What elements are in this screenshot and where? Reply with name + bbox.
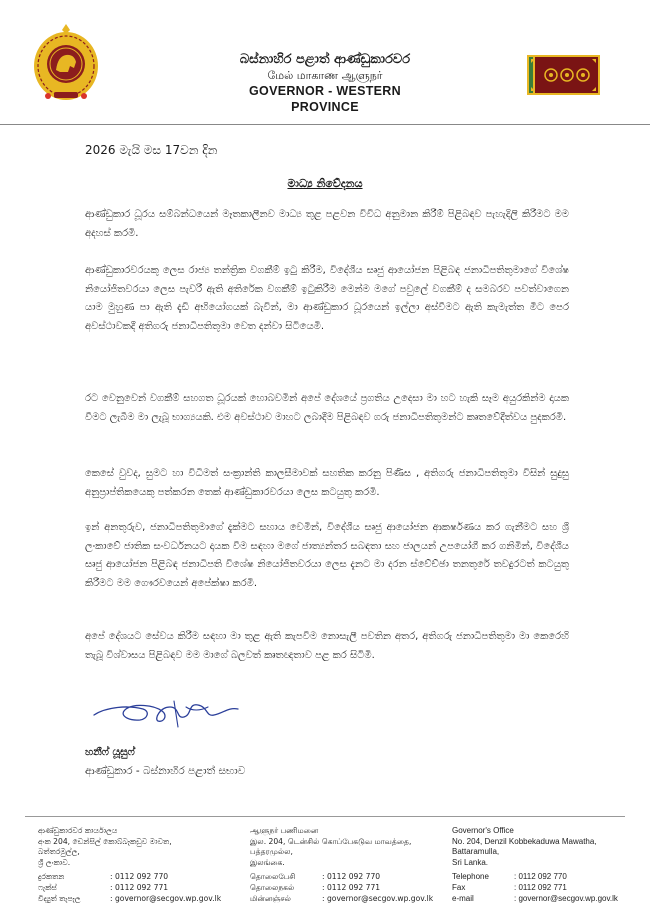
paragraph-1: ආණ්ඩුකාර ධූරය සම්බන්ධයෙන් මෑතකාලීනව මාධ්‍ය තුළ පළවන විවිධ අනුමාන කිරීම් පිළිබඳව පැහැදිලි කිරීමට මම අදහස් කරමි. (85, 209, 569, 239)
header-divider (0, 124, 650, 125)
footer-email-row (250, 894, 433, 905)
address-line: இலங்கை. (250, 857, 285, 867)
email-label: e-mail (452, 893, 474, 903)
address-line: අංක 204, ඩෙන්සිල් කොබ්බෑකඩුව මාවත, (38, 836, 172, 846)
paragraph-5: ඉන් අනතුරුව, ජනාධිපතිතුමාගේ දැක්මට සහාය වෙමින්, විදේශීය සෘජු ආයෝජන ආකර්ෂණය කර ගැනීමට සහ ශ්‍රී ලංකාවේ ජාතික සංවර්ධනයට දායක වීම සඳහා මගේ ජාත්‍යන්තර සබඳතා සහ ජාලයන් උපයෝගී කර ගනිමින්, විදේශීය සෘජු ආයෝජන පිළිබඳ ජනාධිපති විශේෂ නියෝජිතවරයා ලෙස දැනට මා දරන ස්වේච්ඡා තනතුරේ තවදුරටත් කටයුතු කිරීමට මම ගෞරවයෙන් අපේක්ෂා කරමි. (85, 522, 569, 589)
email-value: : governor@secgov.wp.gov.lk (110, 893, 222, 903)
footer-sinhala (38, 826, 221, 904)
footer-telephone-row (452, 872, 618, 883)
footer-address-english (452, 837, 618, 869)
signer-name: හනීෆ් යූසුෆ් (85, 746, 135, 758)
paragraph-4: කෙසේ වුවද, සුමට හා විධිමත් සංක්‍රාන්ති කාලසීමාවක් සහතික කරනු පිණිස , අතිගරු ජනාධිපතිතුමා විසින් සුදුසු අනුප්‍රාප්තිකයෙකු පත්කරන තෙක් ආණ්ඩුකාරවරයා ලෙස කටයුතු කරමි. (85, 468, 569, 498)
org-name-english: GOVERNOR - WESTERN PROVINCE (249, 84, 401, 114)
fax-value: : 0112 092 771 (110, 882, 169, 892)
address-line: ශ්‍රී ලංකාව. (38, 857, 71, 867)
footer-address-sinhala (38, 837, 221, 869)
telephone-label: தொலைபேசி (250, 872, 296, 882)
address-line: பத்தரமுல்ல, (250, 847, 293, 857)
fax-label: தொலைநகல் (250, 882, 295, 892)
footer-telephone-row (250, 872, 433, 883)
address-line: Sri Lanka. (452, 857, 489, 867)
telephone-value: : 0112 092 770 (110, 872, 169, 882)
email-label: மின்னஞ்சல் (250, 893, 291, 903)
org-name-tamil: மேல் மாகாண ஆளுநர் (267, 69, 383, 82)
signer-title: ආණ්ඩුකාර - බස්නාහිර පළාත් සභාව (85, 765, 246, 777)
paragraph-3: රට වෙනුවෙන් වගකීම් සහගත ධූරයක් හොබවමින් අපේ දේශයේ ප්‍රගතිය උදෙසා මා හට හැකි සෑම අයුරකින්ම දායක වීමට ලැබීම මා ලැබූ භාග්‍යයකි. එම අවස්ථාව මාහට ලබාදීම පිළිබඳව ගරු ජනාධිපතිතුමන්ට කෘතවේදීත්වය පුදකරමි. (85, 393, 569, 423)
address-line: Battaramulla, (452, 847, 500, 857)
western-province-flag-icon (527, 55, 600, 95)
telephone-value: : 0112 092 770 (322, 872, 381, 882)
fax-label: ෆැක්ස් (38, 882, 57, 892)
document-date: 2026 මැයි මස 17වන දින (85, 143, 218, 157)
footer-fax-row (38, 883, 221, 894)
telephone-label: Telephone (452, 872, 489, 882)
footer-divider (25, 816, 625, 817)
footer-office-english: Governor's Office (452, 826, 514, 835)
address-line: இல. 204, டென்சில் கொப்பேகடுவ மாவத்தை, (250, 836, 412, 846)
email-value: : governor@secgov.wp.gov.lk (322, 893, 434, 903)
footer-fax-row (250, 883, 433, 894)
fax-value: : 0112 092 771 (514, 882, 567, 892)
fax-value: : 0112 092 771 (322, 882, 381, 892)
footer-tamil (250, 826, 433, 904)
fax-label: Fax (452, 882, 466, 892)
document-title (0, 177, 650, 191)
email-value: : governor@secgov.wp.gov.lk (514, 893, 618, 903)
handwritten-signature-icon (88, 693, 248, 733)
footer-email-row (38, 894, 221, 905)
address-line: බත්තරමුල්ල, (38, 847, 80, 857)
address-line: No. 204, Denzil Kobbekaduwa Mawatha, (452, 836, 597, 846)
paragraph-2: ආණ්ඩුකාරවරයකු ලෙස රාජ්‍ය තන්ත්‍රික වගකීම් ඉටු කිරීම, විදේශීය සෘජු ආයෝජන පිළිබඳ ජනාධිපතිතුමාගේ විශේෂ නියෝජිතවරයා ලෙස පැවරී ඇති අතිරේක වගකීම් ඉටුකිරීම මෙන්ම මගේ පවුලේ වගකීම් ද සමබරව පවත්වාගෙන යාම මුහුණ පා ඇති දැඩි අභියෝගයක් බැවින්, මා ආණ්ඩුකාර ධූරයෙන් ඉල්ලා අස්වීමට ඇති කැමැත්ත මීට පෙර අවස්ථාවකදී අතිගරු ජනාධිපතිතුමා වෙත දන්වා සිටියෙමි. (85, 265, 569, 332)
footer-fax-row (452, 883, 618, 894)
footer-english (452, 826, 618, 904)
letterhead (0, 0, 650, 125)
footer-office-tamil: ஆளுநர் பணிமனை (250, 826, 319, 835)
sri-lanka-emblem-icon (30, 22, 102, 104)
footer-telephone-row (38, 872, 221, 883)
org-name-sinhala: බස්නාහිර පළාත් ආණ්ඩුකාරවර (239, 52, 411, 67)
footer-address-tamil (250, 837, 433, 869)
telephone-value: : 0112 092 770 (514, 872, 567, 882)
telephone-label: දුරකතන (38, 872, 65, 882)
organization-title (225, 52, 425, 115)
footer-office-sinhala: ආණ්ඩුකාරවර කාර්යාලය (38, 826, 118, 835)
footer-email-row (452, 894, 618, 905)
paragraph-6: අපේ දේශයට සේවය කිරීම සඳහා මා තුළ ඇති කැපවීම නොසැලී පවතින අතර, අතිගරු ජනාධිපතිතුමා මා කෙරෙහි තැබූ විශ්වාසය පිළිබඳව මම මාගේ බලවත් කෘතඥතාව පළ කර සිටිමි. (85, 631, 569, 661)
email-label: විද්‍යුත් තැපෑල (38, 893, 81, 903)
document-title-text: මාධ්‍ය නිවේදනය (287, 177, 363, 190)
